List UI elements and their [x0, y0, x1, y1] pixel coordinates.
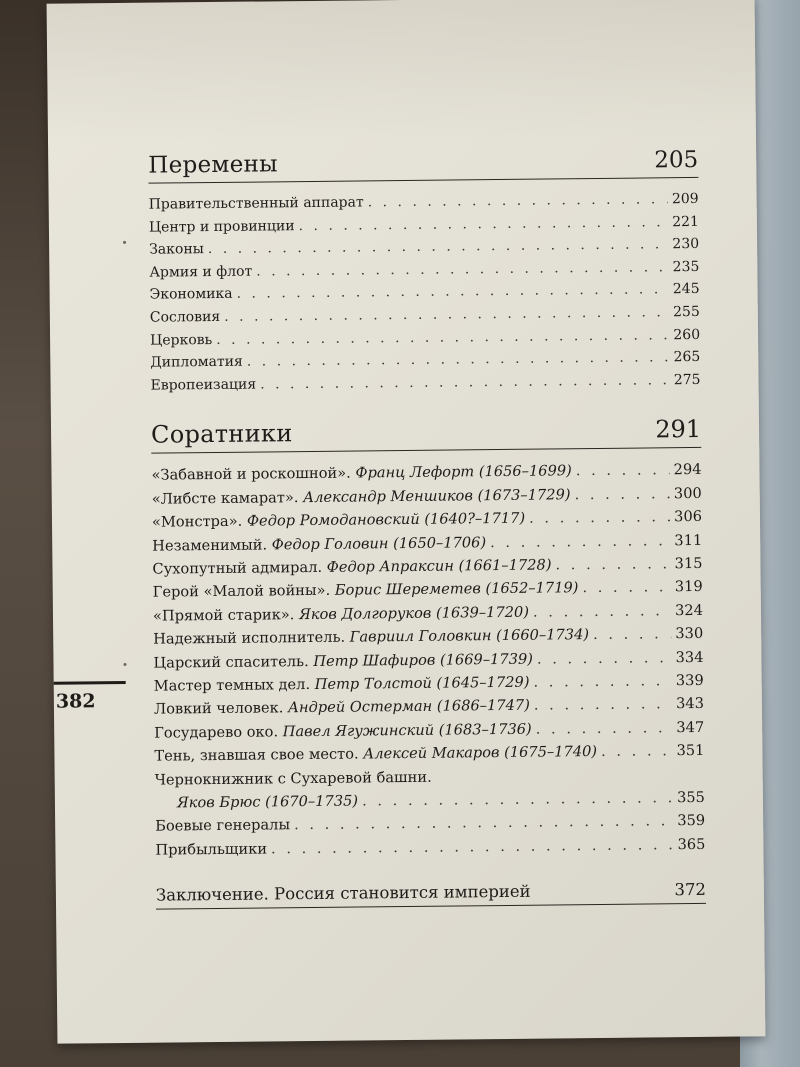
entry-person: Гавриил Головкин (1660–1734) — [349, 626, 590, 646]
entry-page-number: 311 — [674, 531, 703, 549]
section-heading — [151, 415, 701, 454]
entry-person: Петр Толстой (1645–1729) — [314, 673, 530, 693]
entry-title: Центр и провинции — [148, 217, 295, 236]
entry-person: Павел Ягужинский (1683–1736) — [282, 720, 532, 741]
entry-person: Борис Шереметев (1652–1719) — [334, 579, 579, 600]
entry-title: «Монстра». — [151, 512, 243, 531]
entry-page-number: 255 — [673, 303, 700, 321]
entry-title: Сословия — [149, 308, 221, 326]
entry-title: Европеизация — [150, 376, 257, 394]
dot-leader — [576, 459, 670, 483]
table-of-contents — [148, 147, 706, 910]
dot-leader — [534, 693, 672, 718]
entry-title: Дипломатия — [150, 353, 243, 371]
entry-page-number: 365 — [677, 835, 706, 854]
entry-person: Федор Головин (1650–1706) — [271, 533, 487, 553]
entry-title: Законы — [149, 241, 204, 258]
entry-person: Яков Долгоруков (1639–1720) — [298, 603, 530, 623]
entry-title: Прибыльщики — [155, 840, 268, 859]
page-shadow — [47, 0, 756, 144]
entry-page-number: 355 — [676, 788, 706, 807]
toc-section-peremeny — [148, 147, 701, 397]
entry-page-number: 343 — [675, 695, 705, 713]
dot-leader — [490, 529, 671, 554]
entry-person: Франц Лефорт (1656–1699) — [355, 462, 572, 482]
folio-rule — [54, 681, 126, 685]
dot-leader — [362, 786, 673, 813]
entry-page-number: 359 — [677, 812, 706, 830]
entry-page-number: 260 — [673, 326, 701, 343]
entry-page-number: 221 — [672, 213, 699, 230]
dot-leader — [555, 552, 670, 577]
entry-person: Федор Апраксин (1661–1728) — [326, 556, 552, 576]
page-speck — [123, 241, 126, 244]
page-speck — [123, 663, 126, 666]
dot-leader — [601, 739, 673, 763]
entry-label — [149, 260, 252, 284]
entry-title: Мастер темных дел. — [153, 676, 311, 695]
dot-leader — [537, 646, 672, 671]
entry-title: Чернокнижник с Сухаревой башни. — [154, 768, 432, 789]
entry-label — [154, 740, 597, 768]
entry-page-number: 275 — [673, 371, 701, 388]
entry-page-number: 319 — [674, 578, 703, 596]
conclusion-title: Заключение. Россия становится империей — [155, 881, 531, 905]
entry-person: Алексей Макаров (1675–1740) — [363, 743, 598, 763]
entry-page-number: 235 — [672, 258, 700, 275]
entry-title: Армия и флот — [149, 263, 253, 281]
entry-label — [149, 238, 204, 261]
entry-title: Экономика — [149, 286, 233, 304]
dot-leader — [593, 622, 672, 646]
section-title: Соратники — [150, 419, 293, 450]
toc-entry — [155, 833, 705, 862]
entry-person: Яков Брюс (1670–1735) — [176, 792, 359, 812]
entry-page-number: 347 — [676, 718, 705, 736]
dot-leader — [271, 833, 674, 861]
toc-section-soratniki — [151, 415, 706, 862]
entry-label — [149, 191, 364, 216]
entry-page-number: 306 — [674, 508, 703, 526]
section-entries — [149, 188, 701, 397]
entry-page-number: 230 — [672, 236, 700, 253]
section-heading — [148, 147, 698, 184]
dot-leader — [536, 716, 673, 741]
dot-leader — [533, 599, 671, 624]
entry-person: Федор Ромодановский (1640?–1717) — [246, 509, 526, 530]
entry-label — [150, 351, 243, 375]
entry-label — [150, 283, 233, 306]
entry-label — [150, 329, 212, 352]
entry-title: Государево око. — [154, 723, 279, 742]
entry-title: Боевые генералы — [155, 816, 291, 836]
entry-page-number: 294 — [673, 461, 702, 479]
entry-label — [150, 306, 221, 329]
entry-page-number: 339 — [675, 671, 704, 690]
toc-entry — [150, 369, 700, 397]
book-page — [47, 0, 766, 1044]
entry-label — [152, 531, 486, 558]
entry-title: Надежный исполнитель. — [153, 628, 346, 648]
entry-page-number: 245 — [672, 281, 700, 298]
dot-leader — [260, 369, 670, 396]
entry-title: «Прямой старик». — [152, 605, 295, 625]
conclusion-page-number: 372 — [674, 880, 706, 900]
entry-page-number: 300 — [673, 484, 702, 502]
entry-title: «Либсте камарат». — [151, 488, 299, 508]
entry-title: Царский спаситель. — [153, 652, 309, 672]
entry-person: Александр Меншиков (1673–1729) — [303, 486, 571, 506]
entry-label — [155, 765, 432, 791]
entry-page-number: 315 — [674, 554, 703, 573]
entry-label — [155, 814, 290, 839]
entry-title: «Забавной и роскошной». — [151, 464, 351, 485]
entry-label — [155, 790, 358, 816]
entry-label — [149, 215, 295, 239]
toc-conclusion — [156, 880, 706, 910]
dot-leader — [582, 576, 671, 600]
entry-title: Незаменимый. — [152, 536, 268, 555]
dot-leader — [574, 482, 670, 506]
dot-leader — [368, 188, 668, 214]
entry-page-number: 324 — [675, 601, 704, 619]
entry-label — [155, 837, 267, 862]
entry-title: Герой «Малой войны». — [152, 582, 331, 602]
entry-title: Правительственный аппарат — [148, 194, 364, 213]
entry-label — [150, 373, 256, 397]
entry-page-number: 330 — [675, 625, 704, 643]
section-entries — [151, 458, 705, 862]
entry-page-number: 265 — [673, 349, 701, 366]
entry-page-number: 209 — [671, 190, 699, 208]
dot-leader — [533, 669, 672, 694]
entry-title: Тень, знавшая свое место. — [154, 745, 359, 765]
section-page-number: 291 — [655, 415, 702, 444]
dot-leader — [436, 779, 701, 782]
entry-title: Сухопутный адмирал. — [152, 558, 323, 578]
folio-number: 382 — [55, 690, 96, 713]
entry-person: Петр Шафиров (1669–1739) — [313, 650, 534, 670]
entry-title: Церковь — [150, 331, 213, 349]
section-title: Перемены — [148, 151, 278, 179]
entry-page-number: 334 — [675, 648, 704, 666]
entry-person: Андрей Остерман (1686–1747) — [287, 697, 530, 717]
dot-leader — [529, 505, 670, 530]
page-folio — [54, 681, 126, 713]
entry-title: Ловкий человек. — [153, 699, 284, 719]
entry-page-number: 351 — [676, 742, 705, 760]
section-page-number: 205 — [654, 146, 699, 174]
